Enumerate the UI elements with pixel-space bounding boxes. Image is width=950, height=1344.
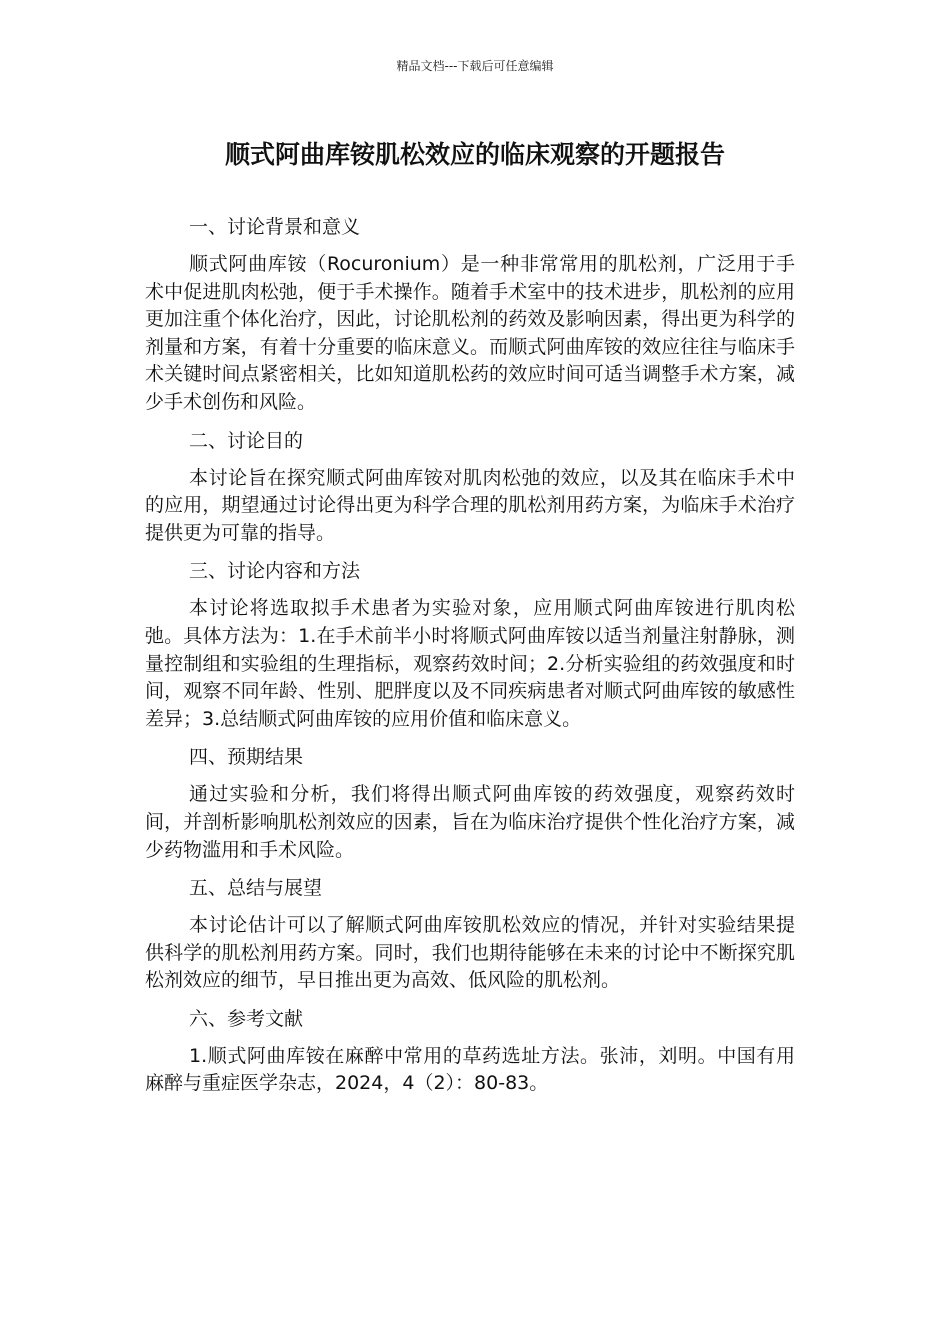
section-heading: 五、总结与展望 [189, 877, 323, 900]
section-paragraph: 本讨论将选取拟手术患者为实验对象，应用顺式阿曲库铵进行肌肉松弛。具体方法为：1.在手术前半小时将顺式阿曲库铵以适当剂量注射静脉，测量控制组和实验组的生理指标，观察药效时间；2.分析实验组的药效强度和时间，观察不同年龄、性别、肥胖度以及不同疾病患者对顺式阿曲库铵的敏感性差异；3.总结顺式阿曲库铵的应用价值和临床意义。 [145, 597, 795, 730]
document-title: 顺式阿曲库铵肌松效应的临床观察的开题报告 [224, 140, 725, 169]
section-paragraph: 顺式阿曲库铵（Rocuronium）是一种非常常用的肌松剂，广泛用于手术中促进肌肉松弛，便于手术操作。随着手术室中的技术进步，肌松剂的应用更加注重个体化治疗，因此，讨论肌松剂的药效及影响因素，得出更为科学的剂量和方案，有着十分重要的临床意义。而顺式阿曲库铵的效应往往与临床手术关键时间点紧密相关，比如知道肌松药的效应时间可适当调整手术方案，减少手术创伤和风险。 [145, 253, 795, 413]
section-heading: 六、参考文献 [189, 1007, 304, 1030]
document-body [145, 212, 795, 1098]
reference-entry: 1.顺式阿曲库铵在麻醉中常用的草药选址方法。张沛，刘明。中国有用麻醉与重症医学杂志，2024，4（2）：80-83。 [145, 1044, 795, 1095]
section-references [145, 1004, 795, 1098]
header-note: 精品文档---下载后可任意编辑 [396, 59, 554, 73]
section-paragraph: 本讨论估计可以了解顺式阿曲库铵肌松效应的情况，并针对实验结果提供科学的肌松剂用药方案。同时，我们也期待能够在未来的讨论中不断探究肌松剂效应的细节，早日推出更为高效、低风险的肌松剂。 [145, 914, 795, 992]
section-methods [145, 556, 795, 733]
section-background [145, 212, 795, 417]
section-heading: 四、预期结果 [189, 746, 304, 769]
section-paragraph: 本讨论旨在探究顺式阿曲库铵对肌肉松弛的效应，以及其在临床手术中的应用，期望通过讨论得出更为科学合理的肌松剂用药方案，为临床手术治疗提供更为可靠的指导。 [145, 466, 795, 544]
section-summary [145, 873, 795, 995]
section-heading: 三、讨论内容和方法 [189, 560, 361, 583]
section-heading: 二、讨论目的 [189, 429, 304, 452]
section-purpose [145, 426, 795, 548]
section-expected-results [145, 742, 795, 864]
section-paragraph: 通过实验和分析，我们将得出顺式阿曲库铵的药效强度，观察药效时间，并剖析影响肌松剂效应的因素，旨在为临床治疗提供个性化治疗方案，减少药物滥用和手术风险。 [145, 783, 795, 861]
section-heading: 一、讨论背景和意义 [189, 216, 361, 238]
